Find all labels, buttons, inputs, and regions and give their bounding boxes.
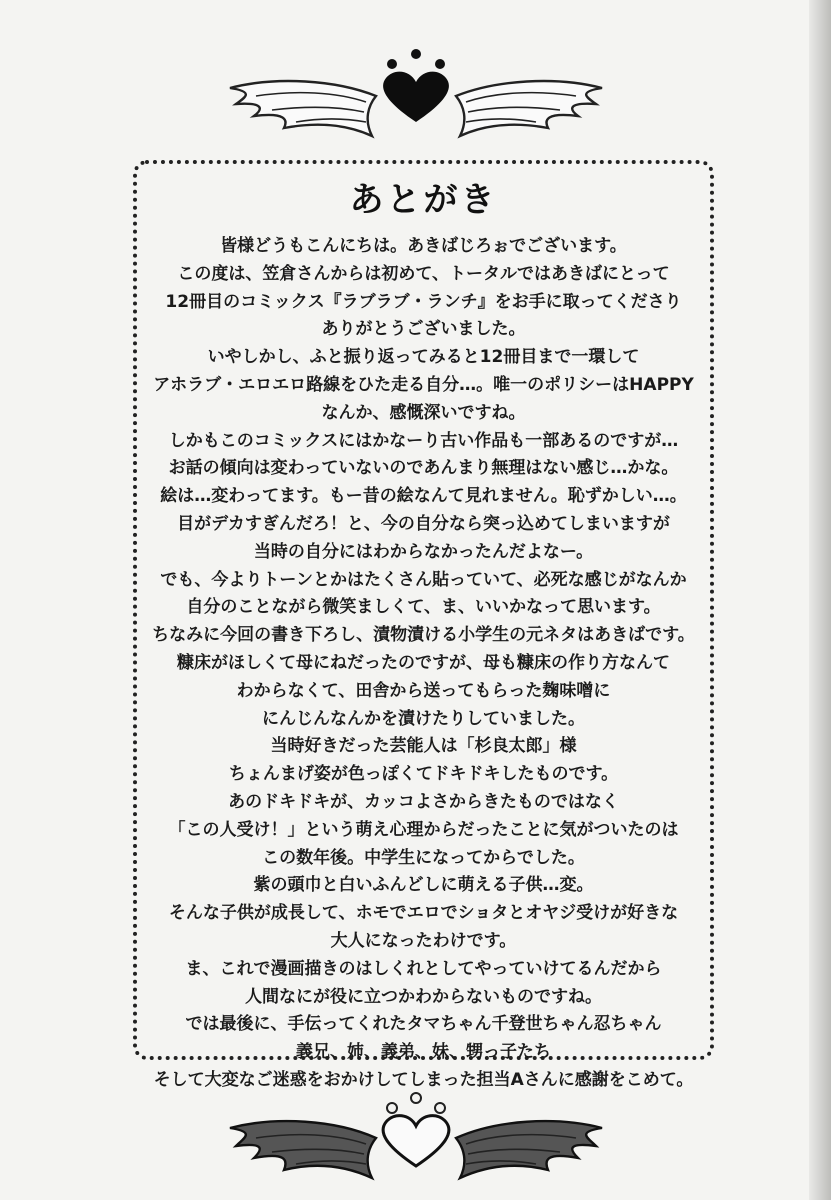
body-line: そんな子供が成長して、ホモでエロでショタとオヤジ受けが好きな — [168, 903, 679, 924]
top-heart-wings-ornament — [0, 40, 831, 150]
body-line: ありがとうございました。 — [321, 319, 526, 340]
afterword-body — [140, 233, 707, 1095]
body-line: わからなくて、田舎から送ってもらった麹味噌に — [236, 680, 611, 701]
body-line: アホラブ・エロエロ路線をひた走る自分…。唯一のポリシーはHAPPY — [153, 374, 694, 395]
body-line: ちなみに今回の書き下ろし、漬物漬ける小学生の元ネタはあきばです。 — [152, 625, 695, 646]
body-line: しかもこのコミックスにはかなーり古い作品も一部あるのですが… — [168, 430, 679, 451]
body-line: あのドキドキが、カッコよさからきたものではなく — [228, 791, 619, 812]
body-line: この度は、笠倉さんからは初めて、トータルではあきばにとって — [177, 263, 670, 284]
bottom-heart-wings-ornament — [0, 1080, 831, 1190]
body-line: 義兄、姉、義弟、妹、甥っ子たち — [296, 1042, 551, 1063]
winged-heart-icon — [216, 40, 616, 150]
winged-heart-outline-icon — [216, 1080, 616, 1190]
body-line: 当時好きだった芸能人は「杉良太郎」様 — [270, 736, 577, 757]
body-line: 12冊目のコミックス『ラブラブ・ランチ』をお手に取ってくださり — [165, 291, 682, 312]
body-line: 目がデカすぎんだろ！と、今の自分なら突っ込めてしまいますが — [177, 513, 670, 534]
body-line: でも、今よりトーンとかはたくさん貼っていて、必死な感じがなんか — [160, 569, 687, 590]
body-line: ちょんまげ姿が色っぽくてドキドキしたものです。 — [228, 764, 619, 785]
body-line: 糠床がほしくて母にねだったのですが、母も糠床の作り方なんて — [177, 652, 670, 673]
body-line: この数年後。中学生になってからでした。 — [262, 847, 585, 868]
body-line: では最後に、手伝ってくれたタマちゃん千登世ちゃん忍ちゃん — [185, 1014, 662, 1035]
body-line: いやしかし、ふと振り返ってみると12冊目まで一環して — [207, 347, 640, 368]
body-line: にんじんなんかを漬けたりしていました。 — [262, 708, 585, 729]
body-line: 自分のことながら微笑ましくて、ま、いいかなって思います。 — [186, 597, 661, 618]
body-line: ま、これで漫画描きのはしくれとしてやっていけてるんだから — [185, 958, 662, 979]
body-line: 絵は…変わってます。もー昔の絵なんて見れません。恥ずかしい…。 — [160, 486, 687, 507]
body-line: 人間なにが役に立つかわからないものですね。 — [245, 986, 602, 1007]
body-line: そして大変なご迷惑をおかけしてしまった担当Aさんに感謝をこめて。 — [153, 1069, 694, 1090]
body-line: 大人になったわけです。 — [330, 930, 517, 951]
page-edge-shadow — [809, 0, 831, 1200]
body-line: 紫の頭巾と白いふんどしに萌える子供…変。 — [253, 875, 594, 896]
body-line: 当時の自分にはわからなかったんだよなー。 — [253, 541, 594, 562]
body-line: 皆様どうもこんにちは。あきばじろぉでございます。 — [220, 236, 627, 256]
body-line: 「この人受け！」という萌え心理からだったことに気がついたのは — [168, 819, 679, 840]
body-line: お話の傾向は変わっていないのであんまり無理はない感じ…かな。 — [168, 458, 679, 479]
page-title: あとがき — [349, 180, 498, 220]
body-line: なんか、感慨深いですね。 — [321, 402, 526, 423]
